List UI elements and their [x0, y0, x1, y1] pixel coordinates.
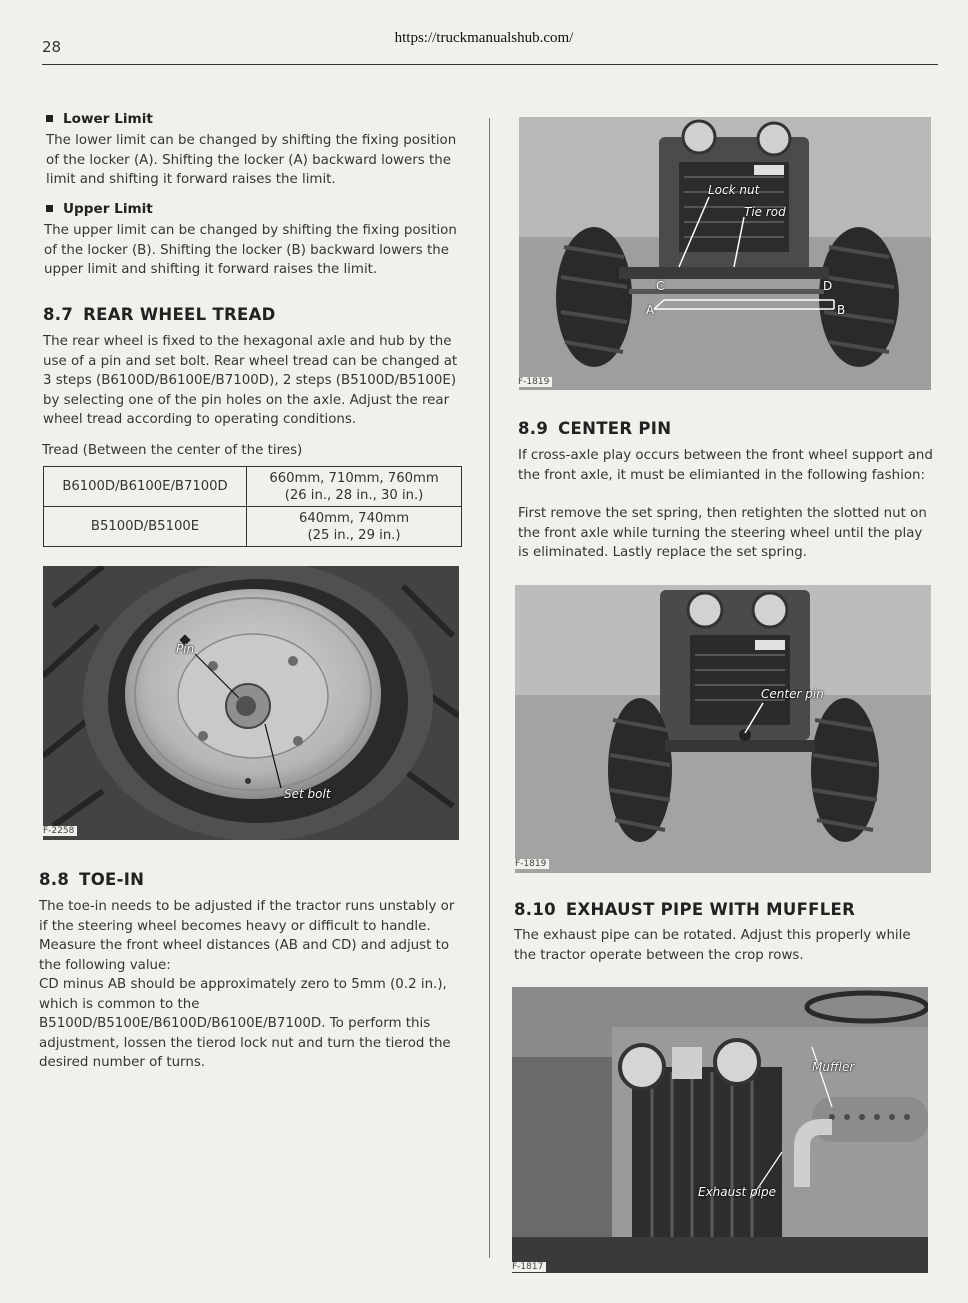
tie-rod-label: Tie rod	[744, 205, 786, 219]
bullet-icon	[46, 115, 53, 122]
point-d-label: D	[823, 279, 833, 293]
column-divider	[489, 118, 490, 1258]
section-8-9-text-2: First remove the set spring, then retighten the slotted nut on the front axle while turning the steering wheel until the play is eliminated. Lastly replace the set spring.	[518, 506, 927, 560]
figure-id: F-2258	[40, 826, 77, 836]
point-a-label: A	[646, 303, 655, 317]
section-8-8-text-1: The toe-in needs to be adjusted if the tractor runs unstably or if the steering wheel becomes heavy or difficult to handle. Measure the front wheel distances (AB and CD) and adjust to the following value:	[39, 899, 455, 973]
table-cell-model: B5100D/B5100E	[44, 507, 247, 547]
figure-id: F-1819	[512, 859, 549, 869]
figure-id: F-1817	[509, 1262, 546, 1272]
table-row	[44, 507, 462, 547]
pin-label: Pin	[176, 642, 195, 656]
figure-id: F-1819	[515, 377, 552, 387]
bullet-icon	[46, 205, 53, 212]
exhaust-pipe-label: Exhaust pipe	[698, 1185, 776, 1199]
set-bolt-label: Set bolt	[284, 787, 331, 801]
table-cell-tread: 660mm, 710mm, 760mm (26 in., 28 in., 30 in.)	[247, 467, 462, 507]
table-cell-tread: 640mm, 740mm (25 in., 29 in.)	[247, 507, 462, 547]
page-number: 28	[42, 38, 62, 56]
rear-wheel-photo	[43, 566, 459, 840]
tread-table-caption: Tread (Between the center of the tires)	[42, 443, 303, 458]
rear-wheel-illustration	[43, 566, 459, 840]
section-8-8-text-2: CD minus AB should be approximately zero to 5mm (0.2 in.), which is common to the B5100D/B5100E/B6100D/B6100E/B7100D. To perform this adjustment, lossen the tierod lock nut and turn the tierod the desired number of turns.	[39, 977, 451, 1070]
section-8-7-text: The rear wheel is fixed to the hexagonal axle and hub by the use of a pin and set bolt. Rear wheel tread can be changed at 3 steps (B6100D/B6100E/B7100D), 2 steps (B5100D/B5100E) by selecting one of the pin holes on the axle. Adjust the rear wheel tread according to operating conditions.	[43, 334, 458, 427]
center-pin-label: Center pin	[761, 687, 824, 701]
lower-limit-text: The lower limit can be changed by shifting the fixing position of the locker (A). Shifting the locker (A) backward lowers the limit and shifting it forward raises the limit.	[46, 133, 457, 187]
exhaust-photo	[512, 987, 928, 1273]
exhaust-muffler-illustration	[512, 987, 928, 1273]
front-axle-illustration	[519, 117, 931, 390]
section-8-8-heading: 8.8 TOE-IN	[39, 870, 145, 889]
header-rule	[42, 64, 938, 65]
center-pin-photo	[515, 585, 931, 873]
front-axle-center-illustration	[515, 585, 931, 873]
table-cell-model: B6100D/B6100E/B7100D	[44, 467, 247, 507]
muffler-label: Muffler	[812, 1060, 855, 1074]
lower-limit-heading: Lower Limit	[44, 111, 153, 127]
tread-table	[43, 466, 462, 547]
upper-limit-text: The upper limit can be changed by shifting the fixing position of the locker (B). Shifting the locker (B) backward lowers the upper limit and shifting it forward raises the limit.	[44, 223, 457, 277]
upper-limit-heading: Upper Limit	[44, 201, 153, 217]
section-8-9-text-1: If cross-axle play occurs between the front wheel support and the front axle, it must be elimianted in the following fashion:	[518, 448, 933, 483]
lock-nut-label: Lock nut	[708, 183, 760, 197]
source-url[interactable]: https://truckmanualshub.com/	[394, 30, 574, 46]
section-8-10-text: The exhaust pipe can be rotated. Adjust this properly while the tractor operate between the crop rows.	[514, 928, 911, 963]
section-8-7-heading: 8.7 REAR WHEEL TREAD	[43, 305, 276, 324]
point-c-label: C	[656, 279, 665, 293]
toe-in-photo	[519, 117, 931, 390]
table-row	[44, 467, 462, 507]
point-b-label: B	[837, 303, 846, 317]
section-8-9-heading: 8.9 CENTER PIN	[518, 419, 672, 438]
section-8-10-heading: 8.10 EXHAUST PIPE WITH MUFFLER	[514, 900, 856, 919]
